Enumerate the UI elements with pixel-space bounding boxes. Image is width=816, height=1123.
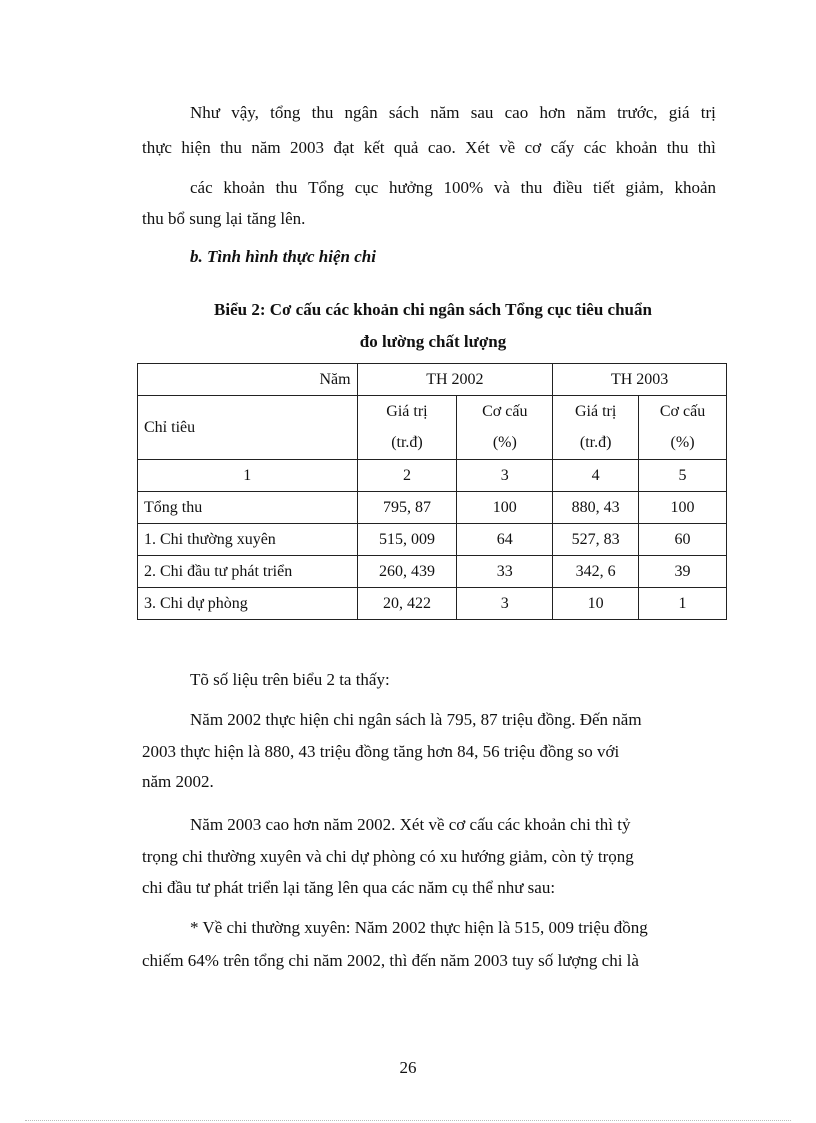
word: năm	[251, 138, 281, 157]
paragraph4-line3: chi đầu tư phát triển lại tăng lên qua các năm cụ thể như sau:	[142, 878, 556, 897]
word: giảm,	[625, 178, 664, 197]
word: ngân	[344, 103, 378, 122]
row-share-2003: 1	[639, 588, 727, 620]
page-bottom-rule	[25, 1120, 791, 1121]
word: trị	[700, 103, 716, 122]
word: tổng	[270, 103, 301, 122]
row-share-2002: 100	[457, 492, 553, 524]
row-value-2002: 20, 422	[357, 588, 457, 620]
table-sub-value-unit-2002: (tr.đ)	[357, 428, 457, 460]
paragraph2: Tõ số liệu trên biểu 2 ta thấy:	[190, 670, 390, 689]
word: năm	[576, 103, 606, 122]
table-sub-share-2003: Cơ cấu	[639, 396, 727, 428]
table-row	[138, 524, 727, 556]
paragraph5-line2: chiếm 64% trên tổng chi năm 2002, thì đến năm 2003 tuy số lượng chi là	[142, 951, 639, 970]
row-label: 1. Chi thường xuyên	[138, 524, 358, 556]
budget-table	[137, 363, 727, 620]
table-sub-value-2003: Giá trị	[553, 396, 639, 428]
paragraph4-line1: Năm 2003 cao hơn năm 2002. Xét về cơ cấu các khoản chi thì tỷ	[190, 815, 631, 834]
row-value-2003: 527, 83	[553, 524, 639, 556]
word: cấy	[550, 138, 575, 157]
table-caption-line2: đo lường chất lượng	[359, 332, 507, 351]
word: cao.	[427, 138, 456, 157]
word: điều	[553, 178, 583, 197]
table-sub-share-unit-2002: (%)	[457, 428, 553, 460]
row-value-2002: 260, 439	[357, 556, 457, 588]
table-sub-value-unit-2003: (tr.đ)	[553, 428, 639, 460]
table-index-cell: 4	[553, 460, 639, 492]
row-value-2003: 10	[553, 588, 639, 620]
table-sub-value-2002: Giá trị	[357, 396, 457, 428]
paragraph1-line3	[190, 178, 716, 198]
word: Như	[190, 103, 220, 122]
word: trước,	[617, 103, 658, 122]
row-share-2002: 3	[457, 588, 553, 620]
row-share-2002: 64	[457, 524, 553, 556]
word: cơ	[524, 138, 542, 157]
word: thu	[275, 178, 298, 197]
word: đạt	[333, 138, 355, 157]
word: thu	[220, 138, 242, 157]
table-header-th2002: TH 2002	[357, 364, 553, 396]
table-corner-year: Năm	[138, 364, 358, 396]
paragraph3-line3: năm 2002.	[142, 772, 214, 791]
word: vậy,	[231, 103, 259, 122]
row-value-2003: 342, 6	[553, 556, 639, 588]
word: và	[493, 178, 510, 197]
word: năm	[430, 103, 460, 122]
table-index-cell: 2	[357, 460, 457, 492]
word: Tổng	[308, 178, 344, 197]
word: quả	[393, 138, 419, 157]
table-row	[138, 492, 727, 524]
page-number: 26	[399, 1058, 417, 1077]
word: kết	[363, 138, 385, 157]
word: các	[190, 178, 213, 197]
table-sub-share-unit-2003: (%)	[639, 428, 727, 460]
word: tiết	[593, 178, 615, 197]
table-caption-line1: Biểu 2: Cơ cấu các khoản chi ngân sách Tổng cục tiêu chuẩn	[214, 300, 652, 319]
word: về	[499, 138, 516, 157]
table-index-cell: 1	[138, 460, 358, 492]
table-row	[138, 556, 727, 588]
word: các	[583, 138, 607, 157]
table-corner-indicator: Chỉ tiêu	[138, 396, 358, 460]
row-share-2003: 100	[639, 492, 727, 524]
word: hơn	[539, 103, 566, 122]
row-value-2003: 880, 43	[553, 492, 639, 524]
paragraph1-line2	[142, 138, 716, 158]
row-label: Tổng thu	[138, 492, 358, 524]
word: khoản	[674, 178, 716, 197]
table-index-cell: 5	[639, 460, 727, 492]
table-header-th2003: TH 2003	[553, 364, 727, 396]
row-share-2003: 39	[639, 556, 727, 588]
word: thu	[666, 138, 689, 157]
word: thu	[520, 178, 543, 197]
table-index-row	[138, 460, 727, 492]
word: hiện	[181, 138, 211, 157]
paragraph5-line1: * Về chi thường xuyên: Năm 2002 thực hiện là 515, 009 triệu đồng	[190, 918, 648, 937]
word: thì	[697, 138, 716, 157]
row-label: 3. Chi dự phòng	[138, 588, 358, 620]
word: sách	[388, 103, 420, 122]
word: cao	[504, 103, 529, 122]
section-heading: b. Tình hình thực hiện chi	[190, 247, 376, 266]
word: khoản	[615, 138, 658, 157]
paragraph3-line2: 2003 thực hiện là 880, 43 triệu đồng tăng hơn 84, 56 triệu đồng so với	[142, 742, 620, 761]
word: thực	[142, 138, 172, 157]
table-index-cell: 3	[457, 460, 553, 492]
paragraph4-line2: trọng chi thường xuyên và chi dự phòng có xu hướng giảm, còn tỷ trọng	[142, 847, 634, 866]
row-share-2002: 33	[457, 556, 553, 588]
word: khoản	[223, 178, 265, 197]
word: Xét	[465, 138, 490, 157]
word: 100%	[443, 178, 484, 197]
word: hưởng	[389, 178, 433, 197]
table-row	[138, 588, 727, 620]
row-share-2003: 60	[639, 524, 727, 556]
row-value-2002: 515, 009	[357, 524, 457, 556]
paragraph1-line4: thu bổ sung lại tăng lên.	[142, 209, 306, 228]
word: cục	[354, 178, 379, 197]
paragraph3-line1: Năm 2002 thực hiện chi ngân sách là 795, 87 triệu đồng. Đến năm	[190, 710, 642, 729]
word: giá	[668, 103, 690, 122]
word: thu	[311, 103, 334, 122]
row-value-2002: 795, 87	[357, 492, 457, 524]
row-label: 2. Chi đầu tư phát triển	[138, 556, 358, 588]
table-sub-share-2002: Cơ cấu	[457, 396, 553, 428]
word: 2003	[290, 138, 325, 157]
paragraph1-line1	[190, 103, 716, 123]
word: sau	[470, 103, 494, 122]
